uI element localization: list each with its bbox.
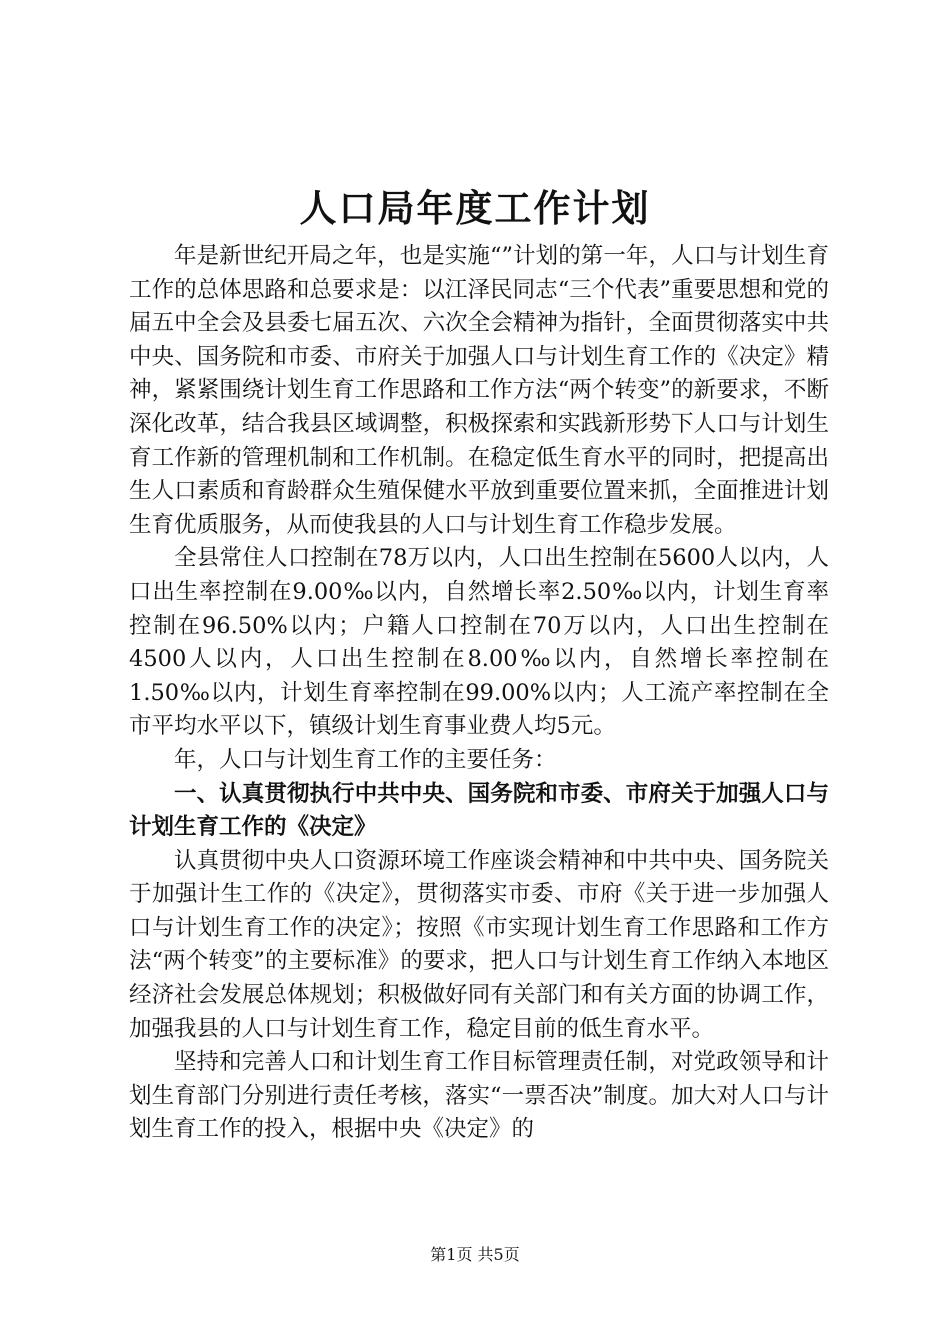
section-heading-1: 一、认真贯彻执行中共中央、国务院和市委、市府关于加强人口与计划生育工作的《决定》: [129, 780, 829, 841]
page-footer: 第1页 共5页: [430, 1245, 520, 1264]
document-title: 人口局年度工作计划: [299, 186, 651, 230]
paragraph-intro: 年是新世纪开局之年，也是实施“”计划的第一年，人口与计划生育工作的总体思路和总要求是：以江泽民同志“三个代表”重要思想和党的届五中全会及县委七届五次、六次全会精神为指针，全面贯彻落实中共中央、国务院和市委、市府关于加强人口与计划生育工作的《决定》精神，紧紧围绕计划生育工作思路和工作方法“两个转变”的新要求，不断深化改革，结合我县区域调整，积极探索和实践新形势下人口与计划生育工作新的管理机制和工作机制。在稳定低生育水平的同时，把提高出生人口素质和育龄群众生殖保健水平放到重要位置来抓，全面推进计划生育优质服务，从而使我县的人口与计划生育工作稳步发展。: [129, 243, 829, 538]
document-body: [129, 240, 829, 1147]
paragraph-targets: 全县常住人口控制在78万以内，人口出生控制在5600人以内，人口出生率控制在9.00‰以内，自然增长率2.50‰以内，计划生育率控制在96.50%以内；户籍人口控制在70万以内，人口出生控制在4500人以内，人口出生控制在8.00‰以内，自然增长率控制在1.50‰以内，计划生育率控制在99.00%以内；人工流产率控制在全市平均水平以下，镇级计划生育事业费人均5元。: [129, 545, 829, 740]
paragraph-section-1b: 坚持和完善人口和计划生育工作目标管理责任制，对党政领导和计划生育部门分别进行责任考核，落实“一票否决”制度。加大对人口与计划生育工作的投入，根据中央《决定》的: [129, 1049, 829, 1143]
paragraph-tasks-lead: 年，人口与计划生育工作的主要任务：: [174, 746, 557, 773]
paragraph-section-1a: 认真贯彻中央人口资源环境工作座谈会精神和中共中央、国务院关于加强计生工作的《决定》，贯彻落实市委、市府《关于进一步加强人口与计划生育工作的决定》；按照《市实现计划生育工作思路和工作方法“两个转变”的主要标准》的要求，把人口与计划生育工作纳入本地区经济社会发展总体规划；积极做好同有关部门和有关方面的协调工作，加强我县的人口与计划生育工作，稳定目前的低生育水平。: [129, 847, 829, 1042]
